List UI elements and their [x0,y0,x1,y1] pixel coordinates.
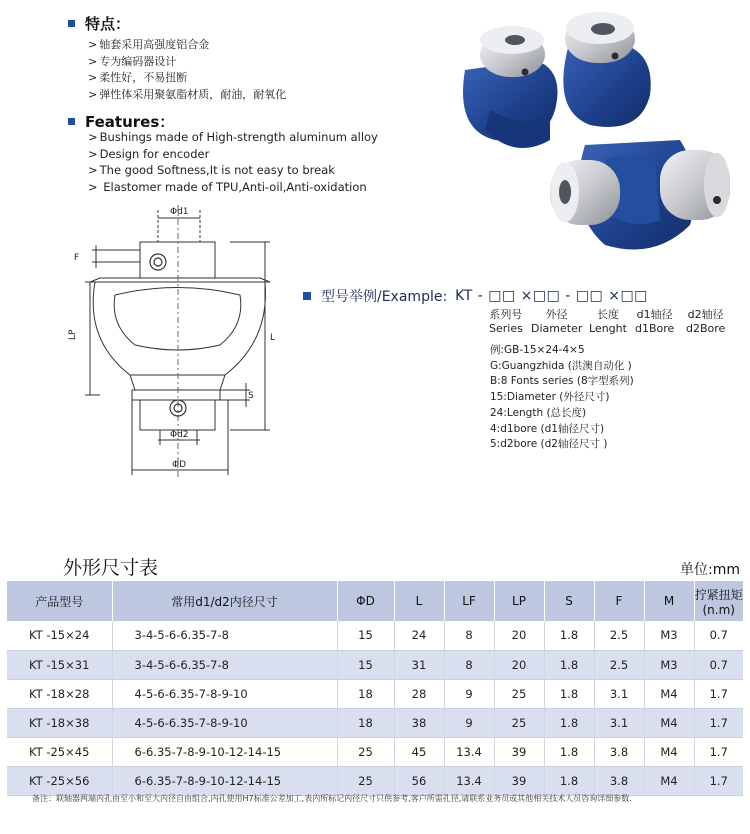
table-cell: 20 [494,650,544,679]
feature-en-item: > Design for encoder [88,146,378,163]
label-f: F [74,253,80,263]
table-header-row [7,581,743,621]
table-cell: KT -18×38 [7,708,112,737]
table-cell: 1.8 [544,766,594,795]
table-note: 备注：联轴器两端内孔由至小和至大内径自由组合,内孔使用H7标准公差加工,表内所标记内径尺寸只供参考,客户所需孔径,请联系业务员或其他相关技术人员咨询详细参数. [32,794,632,803]
col-header: M [644,581,694,621]
feature-cn-item: > 专为编码器设计 [88,54,286,71]
table-cell: 24 [394,621,444,650]
table-cell: 39 [494,766,544,795]
table-cell: 1.7 [694,766,743,795]
col-header: 常用d1/d2内径尺寸 [112,581,337,621]
table-cell: 8 [444,650,494,679]
table-cell: 4-5-6-6.35-7-8-9-10 [112,679,337,708]
table-cell: 20 [494,621,544,650]
table-cell: 1.7 [694,737,743,766]
feature-cn-item: > 柔性好，不易扭断 [88,70,286,87]
example-col-cn: 系列号 [489,308,523,321]
table-title: 外形尺寸表 [63,557,159,579]
coupling-left [463,26,558,148]
feature-en-item: > Bushings made of High-strength aluminum alloy [88,129,378,146]
label-s: S [248,391,254,401]
example-detail-line: 4:d1bore (d1轴径尺寸) [490,422,605,435]
table-cell: 0.7 [694,621,743,650]
features-en-title-text: Features： [85,113,175,131]
coupling-technical-drawing [70,200,290,485]
table-row [7,766,743,795]
table-cell: 3.1 [594,708,644,737]
table-cell: KT -15×24 [7,621,112,650]
table-cell: 25 [494,679,544,708]
table-cell: 3-4-5-6-6.35-7-8 [112,650,337,679]
features-cn-list [88,37,286,103]
example-col-d1 [635,308,674,336]
example-col-cn: d2轴径 [687,308,724,321]
table-cell: M4 [644,708,694,737]
features-cn-title-text: 特点： [85,15,131,33]
example-title-text: 型号举例/Example: [321,289,448,305]
example-col-en: Lenght [589,322,627,335]
table-cell: 39 [494,737,544,766]
col-header: ΦD [337,581,394,621]
example-detail-line: 5:d2bore (d2轴径尺寸 ) [490,438,608,451]
table-cell: 25 [337,766,394,795]
table-cell: KT -25×45 [7,737,112,766]
table-cell: M3 [644,650,694,679]
bullet-square-icon [68,118,75,125]
table-cell: KT -25×56 [7,766,112,795]
table-cell: 13.4 [444,737,494,766]
label-lp: LP [68,329,78,340]
example-formula: KT - □□ ×□□ - □□ ×□□ [455,288,648,304]
example-details [490,343,634,453]
feature-en-item: > The good Softness,It is not easy to break [88,162,378,179]
table-cell: 1.8 [544,737,594,766]
table-cell: 3.1 [594,679,644,708]
feature-cn-item: > 轴套采用高强度铝合金 [88,37,286,54]
coupling-right [563,12,650,127]
example-col-en: Diameter [531,322,583,335]
table-cell: 9 [444,708,494,737]
coupling-front [550,140,730,250]
bullet-square-icon [303,292,311,300]
feature-cn-item: > 弹性体采用聚氨脂材质，耐油，耐氧化 [88,87,286,104]
table-cell: M4 [644,737,694,766]
example-col-series [489,308,523,336]
table-cell: 1.8 [544,679,594,708]
table-cell: 45 [394,737,444,766]
col-header: L [394,581,444,621]
dimension-table [7,581,743,796]
table-cell: 13.4 [444,766,494,795]
col-header: LP [494,581,544,621]
table-cell: 38 [394,708,444,737]
example-detail-line: 例:GB-15×24-4×5 [490,344,585,356]
example-detail-line: 15:Diameter (外径尺寸) [490,391,610,404]
col-header: LF [444,581,494,621]
table-cell: 18 [337,679,394,708]
table-cell: 1.7 [694,679,743,708]
table-cell: 6-6.35-7-8-9-10-12-14-15 [112,737,337,766]
example-col-cn: 外径 [545,308,568,321]
example-col-en: Series [489,322,523,335]
example-col-length [589,308,627,336]
table-cell: 18 [337,708,394,737]
label-d2: Φd2 [170,430,189,440]
table-cell: 8 [444,621,494,650]
table-cell: 4-5-6-6.35-7-8-9-10 [112,708,337,737]
table-cell: 28 [394,679,444,708]
col-header: 产品型号 [7,581,112,621]
features-en-list [88,129,378,195]
table-cell: 25 [494,708,544,737]
features-cn-title [68,13,130,34]
table-row [7,737,743,766]
table-cell: 56 [394,766,444,795]
bullet-square-icon [68,20,75,27]
table-row [7,708,743,737]
table-row [7,679,743,708]
label-l: L [270,333,276,343]
label-d1: Φd1 [170,207,189,217]
table-cell: M3 [644,621,694,650]
col-header: F [594,581,644,621]
table-cell: 25 [337,737,394,766]
table-cell: 1.8 [544,650,594,679]
table-cell: 9 [444,679,494,708]
table-cell: M4 [644,679,694,708]
table-cell: 2.5 [594,621,644,650]
table-cell: 3.8 [594,737,644,766]
table-cell: 2.5 [594,650,644,679]
example-detail-line: 24:Length (总长度) [490,406,587,419]
example-col-en: d1Bore [635,322,675,335]
col-header: S [544,581,594,621]
coupling-product-photo [455,10,745,260]
col-header: 拧紧扭矩(n.m) [694,581,743,621]
table-cell: 15 [337,621,394,650]
table-cell: 1.8 [544,621,594,650]
table-cell: 15 [337,650,394,679]
table-cell: 3-4-5-6-6.35-7-8 [112,621,337,650]
table-cell: 1.7 [694,708,743,737]
example-col-cn: 长度 [596,308,619,321]
example-col-cn: d1轴径 [636,308,673,321]
example-detail-line: G:Guangzhida (洪澳自动化 ) [490,359,632,372]
example-col-d2 [686,308,725,336]
table-unit: 单位:mm [680,562,740,578]
table-cell: M4 [644,766,694,795]
table-row [7,650,743,679]
table-cell: KT -15×31 [7,650,112,679]
example-col-diameter [531,308,582,336]
table-cell: KT -18×28 [7,679,112,708]
label-d: ΦD [172,460,187,470]
table-cell: 31 [394,650,444,679]
example-title [303,286,648,306]
table-cell: 0.7 [694,650,743,679]
example-detail-line: B:8 Fonts series (8字型系列) [490,375,634,388]
table-cell: 6-6.35-7-8-9-10-12-14-15 [112,766,337,795]
table-cell: 3.8 [594,766,644,795]
table-cell: 1.8 [544,708,594,737]
table-row [7,621,743,650]
feature-en-item: > Elastomer made of TPU,Anti-oil,Anti-oxidation [88,179,378,196]
example-col-en: d2Bore [686,322,726,335]
